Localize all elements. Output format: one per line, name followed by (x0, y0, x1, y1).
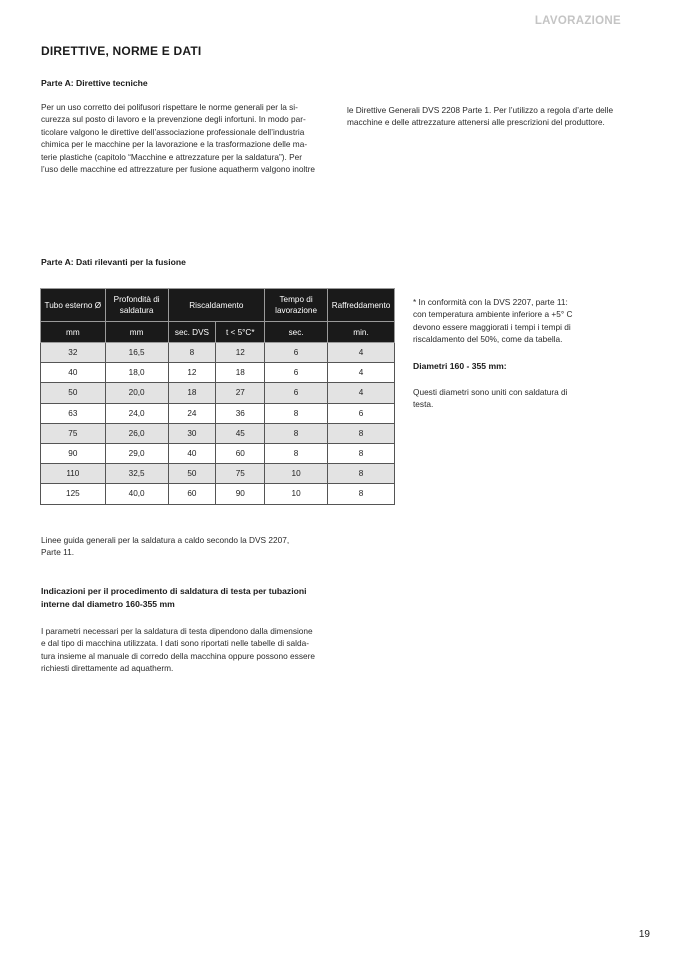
text-line: Questi diametri sono uniti con saldatura di (413, 387, 568, 397)
table-cell: 4 (328, 363, 395, 383)
text-line: con temperatura ambiente inferiore a +5° C (413, 309, 573, 320)
text-line: ticolare valgono le direttive dell’associazione professionale dell’industria (41, 126, 305, 137)
text-line: macchine e delle attrezzature attenersi alle prescrizioni del produttore. (347, 117, 605, 128)
butt-welding-heading (41, 585, 307, 610)
table-cell: 32,5 (105, 464, 168, 484)
table-cell: 60 (168, 484, 216, 504)
table-row (41, 383, 395, 403)
tech-directives-col1 (41, 101, 317, 175)
unit-header: mm (105, 322, 168, 343)
table-cell: 90 (41, 443, 106, 463)
fusion-data-heading: Parte A: Dati rilevanti per la fusione (41, 257, 186, 267)
table-cell: 75 (216, 464, 265, 484)
temperature-footnote (413, 296, 613, 346)
page-number: 19 (638, 929, 650, 940)
text-line: terie plastiche (capitolo “Macchine e attrezzature per la saldatura”). Per (41, 151, 303, 162)
table-cell: 63 (41, 403, 106, 423)
table-row (41, 464, 395, 484)
table-cell: 6 (265, 383, 328, 403)
table-cell: 8 (328, 464, 395, 484)
tech-directives-col2 (347, 104, 632, 129)
table-cell: 30 (168, 423, 216, 443)
text-line: * In conformità con la DVS 2207, parte 11: (413, 297, 568, 307)
table-caption (41, 534, 341, 559)
table-cell: 40,0 (105, 484, 168, 504)
table-cell: 27 (216, 383, 265, 403)
table-cell: 50 (41, 383, 106, 403)
text-line: Per un uso corretto dei polifusori rispettare le norme generali per la si- (41, 102, 298, 112)
fusion-data-table (40, 288, 395, 505)
heading-line: Indicazioni per il procedimento di saldatura di testa per tubazioni (41, 586, 307, 596)
table-cell: 8 (265, 443, 328, 463)
header-tempo: Tempo di lavorazione (265, 289, 328, 322)
tech-directives-heading: Parte A: Direttive tecniche (41, 78, 148, 88)
table-row (41, 343, 395, 363)
text-line: chimica per le macchine per la lavorazione e la trasformazione delle ma- (41, 139, 308, 150)
unit-header: mm (41, 322, 106, 343)
text-line: testa. (413, 399, 434, 410)
table-cell: 10 (265, 484, 328, 504)
table-cell: 18 (168, 383, 216, 403)
table-cell: 75 (41, 423, 106, 443)
table-cell: 40 (168, 443, 216, 463)
table-cell: 110 (41, 464, 106, 484)
diameters-text (413, 386, 613, 411)
table-cell: 24 (168, 403, 216, 423)
text-line: le Direttive Generali DVS 2208 Parte 1. Per l’utilizzo a regola d’arte delle (347, 105, 614, 115)
unit-header: sec. DVS (168, 322, 216, 343)
table-cell: 4 (328, 383, 395, 403)
text-line: devono essere maggiorati i tempi i tempi di (413, 321, 571, 332)
table-row (41, 363, 395, 383)
page-title: DIRETTIVE, NORME E DATI (41, 44, 202, 58)
table-cell: 8 (265, 423, 328, 443)
table-cell: 32 (41, 343, 106, 363)
table-cell: 50 (168, 464, 216, 484)
table-cell: 18 (216, 363, 265, 383)
text-line: Linee guida generali per la saldatura a caldo secondo la DVS 2207, (41, 535, 290, 545)
text-line: l’uso delle macchine ed attrezzature per fusione aquatherm valgono inoltre (41, 164, 315, 175)
table-cell: 45 (216, 423, 265, 443)
table-cell: 60 (216, 443, 265, 463)
table-cell: 29,0 (105, 443, 168, 463)
text-line: I parametri necessari per la saldatura di testa dipendono dalla dimensione (41, 626, 313, 636)
table-cell: 8 (328, 484, 395, 504)
text-line: e dal tipo di macchina utilizzata. I dati sono riportati nelle tabelle di salda- (41, 638, 309, 649)
table-cell: 18,0 (105, 363, 168, 383)
table-cell: 6 (265, 363, 328, 383)
heading-line: interne dal diametro 160-355 mm (41, 598, 175, 609)
table-cell: 16,5 (105, 343, 168, 363)
table-row (41, 423, 395, 443)
table-row (41, 443, 395, 463)
text-line: tura insieme al manuale di corredo della macchina oppure possono essere (41, 650, 315, 661)
table-cell: 90 (216, 484, 265, 504)
table-cell: 8 (328, 423, 395, 443)
butt-welding-text (41, 625, 317, 675)
table-cell: 4 (328, 343, 395, 363)
unit-header: sec. (265, 322, 328, 343)
table-cell: 20,0 (105, 383, 168, 403)
text-line: curezza sul posto di lavoro e la prevenzione degli infortuni. In modo par- (41, 114, 306, 125)
diameters-heading: Diametri 160 - 355 mm: (413, 361, 507, 371)
header-tubo: Tubo esterno Ø (41, 289, 106, 322)
header-profondita: Profondità di saldatura (105, 289, 168, 322)
table-cell: 12 (168, 363, 216, 383)
table-cell: 125 (41, 484, 106, 504)
text-line: riscaldamento del 50%, come da tabella. (413, 334, 563, 345)
unit-header: min. (328, 322, 395, 343)
table-cell: 6 (265, 343, 328, 363)
table-cell: 8 (328, 443, 395, 463)
table-cell: 10 (265, 464, 328, 484)
table-cell: 24,0 (105, 403, 168, 423)
table-cell: 8 (265, 403, 328, 423)
table-row (41, 403, 395, 423)
table-cell: 6 (328, 403, 395, 423)
header-riscaldamento: Riscaldamento (168, 289, 265, 322)
table-cell: 26,0 (105, 423, 168, 443)
table-row (41, 484, 395, 504)
table-cell: 8 (168, 343, 216, 363)
table-cell: 40 (41, 363, 106, 383)
table-cell: 12 (216, 343, 265, 363)
unit-header: t < 5°C* (216, 322, 265, 343)
text-line: richiesti direttamente ad aquatherm. (41, 663, 174, 674)
text-line: Parte 11. (41, 547, 75, 558)
table-cell: 36 (216, 403, 265, 423)
header-raffreddamento: Raffreddamento (328, 289, 395, 322)
section-label: LAVORAZIONE (534, 15, 621, 27)
